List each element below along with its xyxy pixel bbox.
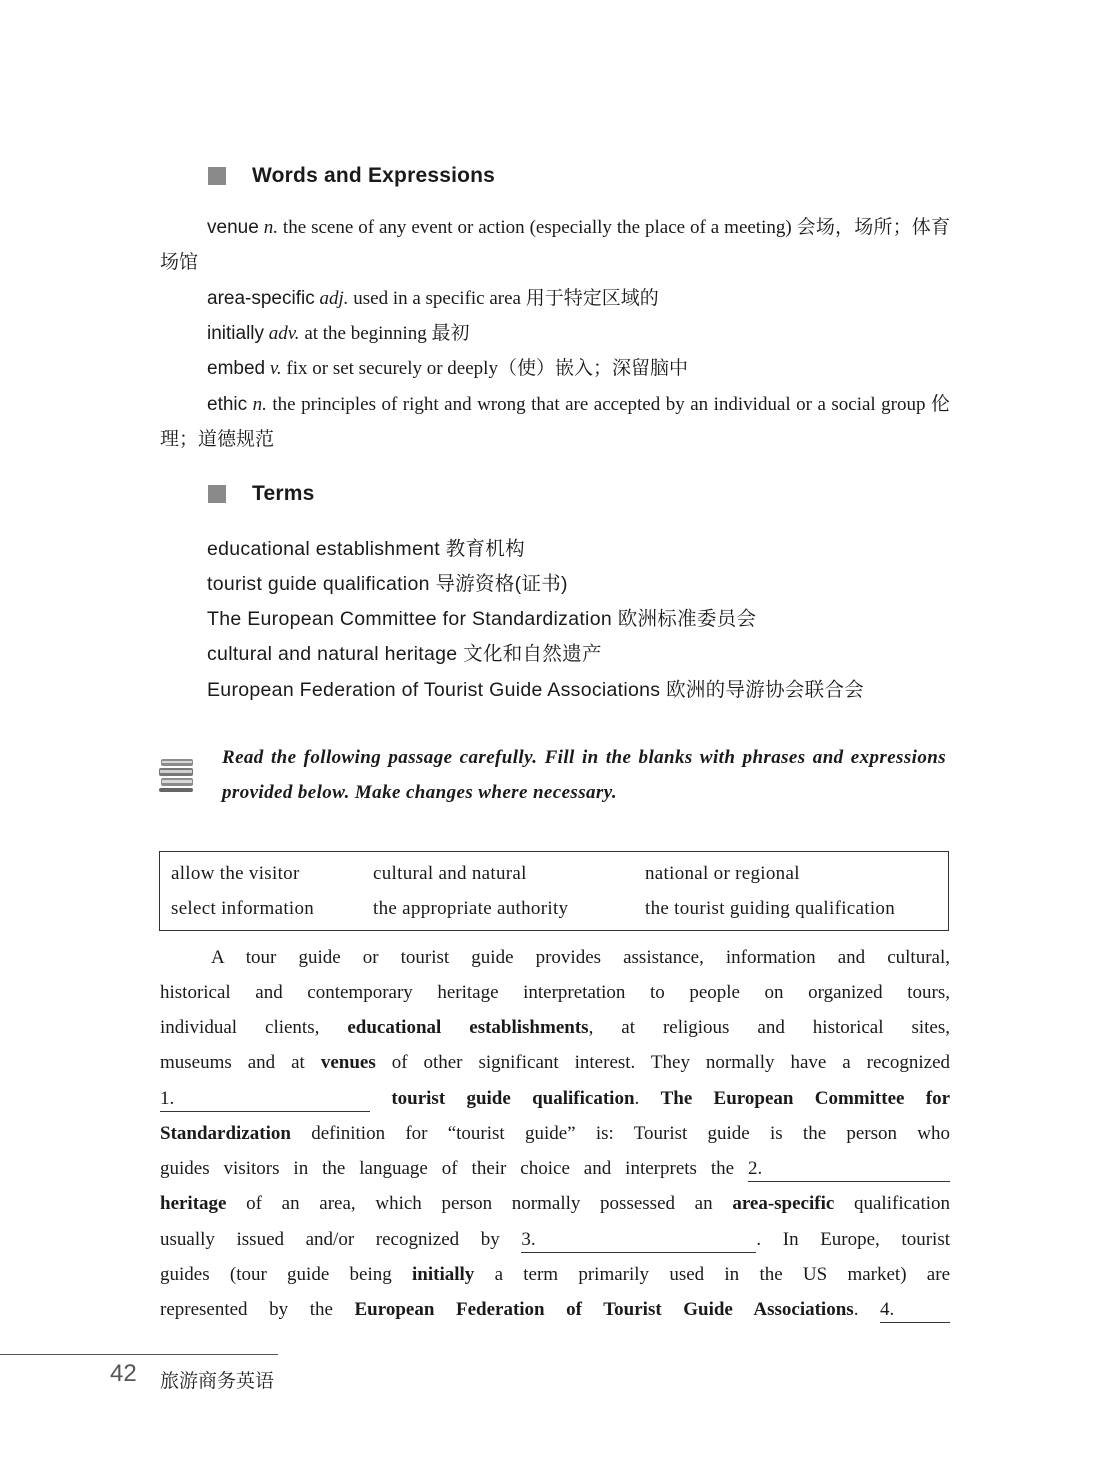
square-bullet-icon xyxy=(208,485,226,503)
word-entry-ethic: ethic n. the principles of right and wrong that are accepted by an individual or a social group 伦理；道德规范 xyxy=(160,394,950,450)
terms-section-heading xyxy=(208,482,314,506)
passage-line: guides visitors in the language of their choice and interprets the 2. xyxy=(160,1151,950,1186)
passage-line: individual clients, educational establishments, at religious and historical sites, xyxy=(160,1017,951,1038)
square-bullet-icon xyxy=(208,167,226,185)
passage-line: museums and at venues of other significant interest. They normally have a recognized xyxy=(160,1052,951,1073)
passage-line: represented by the European Federation of Tourist Guide Associations. 4. xyxy=(160,1292,950,1327)
terms-heading-text: Terms xyxy=(252,482,315,505)
words-heading-text: Words and Expressions xyxy=(252,164,496,187)
passage-line: 1. tourist guide qualification. The European Committee for xyxy=(160,1081,950,1116)
blank-4[interactable]: 4. xyxy=(880,1298,950,1323)
blank-1[interactable]: 1. xyxy=(160,1087,370,1112)
word-choice-box xyxy=(159,851,949,931)
passage-line: usually issued and/or recognized by 3. . In Europe, tourist xyxy=(160,1222,950,1257)
term-item: educational establishment 教育机构 xyxy=(207,538,525,560)
word-entry-venue: venue n. the scene of any event or action (especially the place of a meeting) 会场，场所；体育场馆 xyxy=(160,217,951,273)
footer-rule xyxy=(0,1354,278,1355)
exercise-book-icon xyxy=(158,757,196,793)
word-choice: select information xyxy=(171,898,315,919)
term-item: European Federation of Tourist Guide Associations 欧洲的导游协会联合会 xyxy=(207,679,865,701)
exercise-instruction: Read the following passage carefully. Fill in the blanks with phrases and expressions provided below. Make changes where necessary. xyxy=(222,747,946,803)
term-item: cultural and natural heritage 文化和自然遗产 xyxy=(207,643,602,665)
term-item: The European Committee for Standardization 欧洲标准委员会 xyxy=(207,608,757,630)
term-item: tourist guide qualification 导游资格(证书) xyxy=(207,573,568,595)
passage-line: guides (tour guide being initially a term primarily used in the US market) are xyxy=(160,1264,950,1285)
passage-line: heritage of an area, which person normally possessed an area-specific qualification xyxy=(160,1193,951,1214)
passage-line: historical and contemporary heritage interpretation to people on organized tours, xyxy=(160,982,950,1003)
word-entry-embed: embed v. fix or set securely or deeply（使）嵌入；深留脑中 xyxy=(207,358,688,379)
word-choice: the appropriate authority xyxy=(373,898,569,919)
passage-line: A tour guide or tourist guide provides assistance, information and cultural, xyxy=(211,947,950,968)
passage-line: Standardization definition for “tourist guide” is: Tourist guide is the person who xyxy=(160,1123,951,1144)
word-choice: national or regional xyxy=(645,863,800,884)
words-section-heading xyxy=(208,164,495,188)
word-choice: cultural and natural xyxy=(373,863,527,884)
blank-2[interactable]: 2. xyxy=(748,1157,950,1182)
word-entry-area-specific: area-specific adj. used in a specific area 用于特定区域的 xyxy=(207,288,659,309)
word-choice: the tourist guiding qualification xyxy=(645,898,895,919)
book-title: 旅游商务英语 xyxy=(160,1370,275,1392)
blank-3[interactable]: 3. xyxy=(521,1228,756,1253)
page-number: 42 xyxy=(110,1360,137,1387)
word-entry-initially: initially adv. at the beginning 最初 xyxy=(207,323,470,344)
word-choice: allow the visitor xyxy=(171,863,300,884)
